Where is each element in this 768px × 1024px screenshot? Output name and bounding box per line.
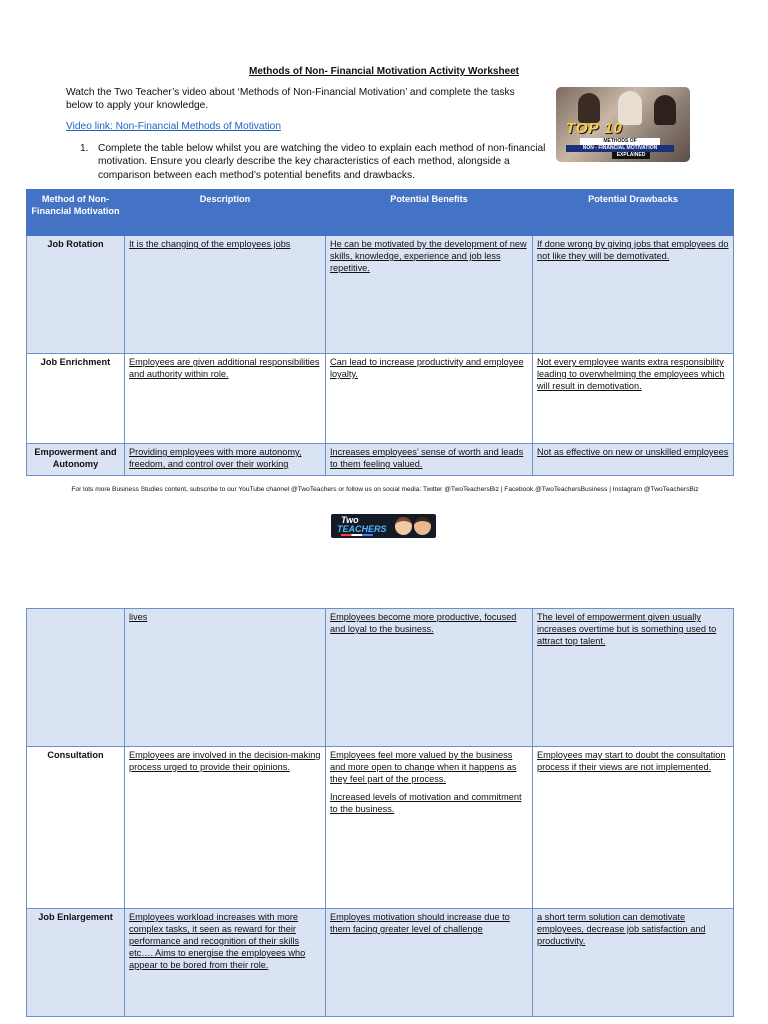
method-cell (27, 609, 125, 747)
drawbacks-text: If done wrong by giving jobs that employees do not like they will be demotivated. (537, 239, 729, 261)
intro-text: Watch the Two Teacher’s video about ‘Methods of Non-Financial Motivation’ and complete the tasks below to apply your knowledge. (66, 87, 515, 112)
drawbacks-text: Not every employee wants extra responsibility leading to overwhelming the employees which will result in demotivation. (537, 357, 725, 391)
thumbnail-person (578, 93, 600, 123)
description-text: Employees are given additional responsibilities and authority within role. (129, 357, 320, 379)
benefits-text: Employees feel more valued by the business and more open to change when it happens as they feel part of the process. (330, 750, 517, 784)
drawbacks-text: a short term solution can demotivate employees, decrease job satisfaction and productivity. (537, 912, 706, 946)
description-text: It is the changing of the employees jobs (129, 239, 291, 249)
table-row (27, 444, 734, 476)
motivation-table-page1 (26, 189, 734, 476)
benefits-cell[interactable] (326, 236, 533, 354)
method-cell: Job Enrichment (27, 354, 125, 444)
drawbacks-cell[interactable] (533, 747, 734, 909)
thumbnail-line3: EXPLAINED (612, 152, 650, 159)
description-text: Employees workload increases with more complex tasks, it seen as reward for their performance and recognition of their skills etc…. Aims to energise the employees who appear to be bored from their role. (129, 912, 306, 970)
description-text: Providing employees with more autonomy, freedom, and control over their working (129, 447, 302, 469)
drawbacks-cell[interactable] (533, 909, 734, 1017)
header-description: Description (125, 190, 326, 236)
description-cell[interactable] (125, 354, 326, 444)
description-cell[interactable] (125, 609, 326, 747)
drawbacks-cell[interactable] (533, 354, 734, 444)
drawbacks-text: Employees may start to doubt the consultation process if their views are not implemented. (537, 750, 726, 772)
header-method: Method of Non-Financial Motivation (27, 190, 125, 236)
table-row (27, 747, 734, 909)
benefits-cell[interactable] (326, 444, 533, 476)
footer-text: For lots more Business Studies content, subscribe to our YouTube channel @TwoTeachers or follow us on social media: Twitter @TwoTeachersBiz | Facebook @TwoTeachersBusiness | Instagram @TwoTeachersBiz (71, 486, 699, 493)
description-cell[interactable] (125, 747, 326, 909)
benefits-text: Can lead to increase productivity and employee loyalty. (330, 357, 524, 379)
drawbacks-text: The level of empowerment given usually increases overtime but is something used to attract top talent. (537, 612, 717, 646)
teacher-avatar-icon (414, 517, 431, 535)
table-header-row (27, 190, 734, 236)
thumbnail-line1: METHODS OF (580, 138, 660, 145)
benefits-cell[interactable] (326, 909, 533, 1017)
description-cell[interactable] (125, 444, 326, 476)
benefits-text: Increased levels of motivation and commitment to the business. (330, 792, 522, 814)
method-cell: Empowerment and Autonomy (27, 444, 125, 476)
method-cell: Consultation (27, 747, 125, 909)
benefits-cell[interactable] (326, 354, 533, 444)
logo-line2: TEACHERS (337, 524, 387, 534)
benefits-text: He can be motivated by the development of new skills, knowledge, experience and job less repetitive. (330, 239, 527, 273)
benefits-text: Employes motivation should increase due to them facing greater level of challenge (330, 912, 510, 934)
benefits-cell[interactable] (326, 609, 533, 747)
header-drawbacks: Potential Drawbacks (533, 190, 734, 236)
instruction-number: 1. (80, 143, 89, 154)
thumbnail-top-text: TOP 10 (566, 120, 623, 137)
method-cell: Job Enlargement (27, 909, 125, 1017)
header-benefits: Potential Benefits (326, 190, 533, 236)
logo-line1: Two (341, 515, 359, 525)
benefits-cell[interactable] (326, 747, 533, 909)
benefits-text: Increases employees’ sense of worth and leads to them feeling valued. (330, 447, 524, 469)
drawbacks-text: Not as effective on new or unskilled employees (537, 447, 729, 457)
video-thumbnail[interactable] (556, 87, 690, 162)
table-row (27, 236, 734, 354)
drawbacks-cell[interactable] (533, 609, 734, 747)
motivation-table-page2 (26, 608, 734, 1017)
teacher-avatar-icon (395, 517, 412, 535)
table-row (27, 609, 734, 747)
thumbnail-line2: NON - FINANCIAL MOTIVATION (566, 145, 674, 152)
drawbacks-cell[interactable] (533, 236, 734, 354)
description-text: Employees are involved in the decision-making process urged to provide their opinions. (129, 750, 321, 772)
video-link[interactable]: Video link: Non-Financial Methods of Motivation (66, 121, 281, 132)
drawbacks-cell[interactable] (533, 444, 734, 476)
benefits-text: Employees become more productive, focused and loyal to the business. (330, 612, 517, 634)
description-text: lives (129, 612, 148, 622)
table-row (27, 354, 734, 444)
instruction-text: Complete the table below whilst you are watching the video to explain each method of non-financial motivation. Ensure you clearly describe the key characteristics of each method, alongside a comparison between each method’s potential benefits and drawbacks. (98, 143, 546, 181)
thumbnail-person (654, 95, 676, 125)
logo-stripe (341, 534, 373, 536)
two-teachers-logo (331, 514, 436, 538)
description-cell[interactable] (125, 236, 326, 354)
table-row (27, 909, 734, 1017)
description-cell[interactable] (125, 909, 326, 1017)
worksheet-title: Methods of Non- Financial Motivation Activity Worksheet (248, 66, 520, 77)
method-cell: Job Rotation (27, 236, 125, 354)
